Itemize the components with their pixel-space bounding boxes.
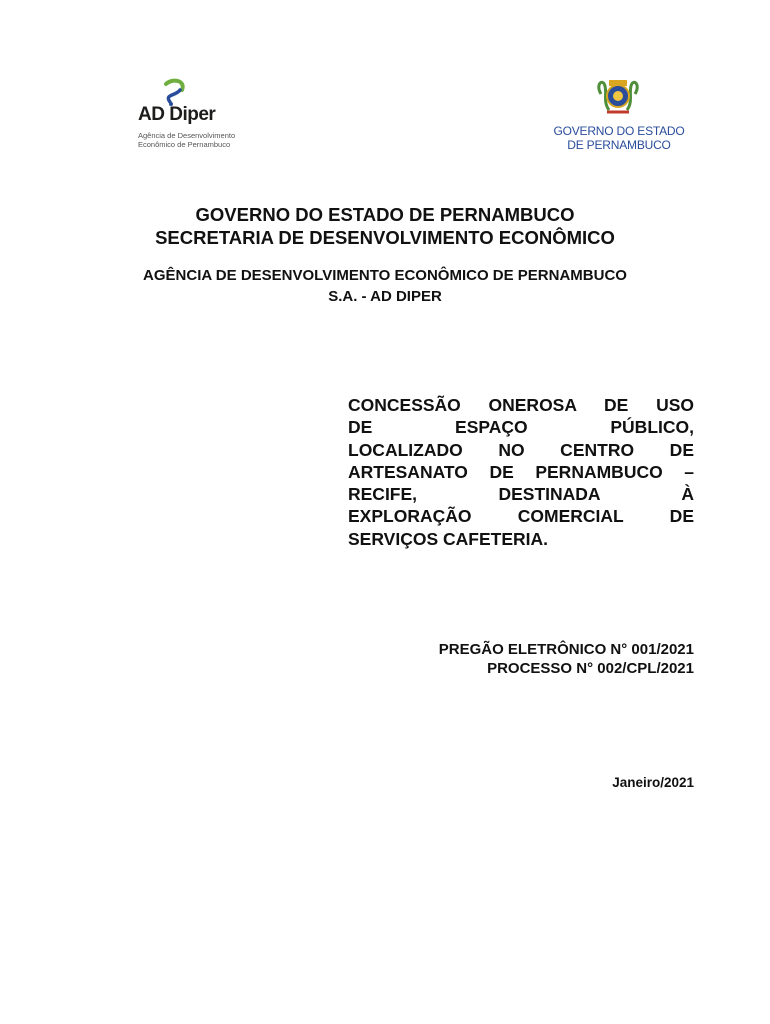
- subject-line: DE ESPAÇO PÚBLICO,: [348, 417, 694, 438]
- process-numbers: [439, 640, 694, 678]
- subject-line: ARTESANATO DE PERNAMBUCO –: [348, 461, 694, 482]
- subject-line: LOCALIZADO NO CENTRO DE: [348, 439, 694, 460]
- agency-heading: [0, 265, 770, 307]
- subject-line: CONCESSÃO ONEROSA DE USO: [348, 395, 694, 415]
- governo-logo-line-1: GOVERNO DO ESTADO: [553, 124, 685, 138]
- tagline-line-1: Agência de Desenvolvimento: [138, 131, 236, 140]
- pregao-number: PREGÃO ELETRÔNICO N° 001/2021: [438, 641, 694, 658]
- subject-line: EXPLORAÇÃO COMERCIAL DE: [348, 506, 694, 527]
- subject-line: SERVIÇOS CAFETERIA.: [348, 528, 548, 549]
- agency-heading-line-2: S.A. - AD DIPER: [328, 288, 442, 305]
- subject-line: RECIFE, DESTINADA À: [348, 484, 694, 505]
- government-heading: [0, 203, 770, 249]
- ad-diper-logo: [128, 76, 238, 156]
- pernambuco-coat-of-arms-icon: [595, 74, 641, 118]
- governo-logo-line-2: DE PERNAMBUCO: [567, 138, 671, 152]
- ad-diper-tagline: [138, 131, 235, 149]
- governo-logo-text: [545, 124, 693, 152]
- document-subject: [348, 394, 694, 550]
- government-heading-line-1: GOVERNO DO ESTADO DE PERNAMBUCO: [195, 204, 575, 225]
- processo-number: PROCESSO N° 002/CPL/2021: [487, 660, 694, 677]
- document-date: Janeiro/2021: [612, 775, 694, 790]
- governo-pernambuco-logo: [545, 74, 695, 158]
- agency-heading-line-1: AGÊNCIA DE DESENVOLVIMENTO ECONÔMICO DE PERNAMBUCO: [143, 267, 627, 284]
- government-heading-line-2: SECRETARIA DE DESENVOLVIMENTO ECONÔMICO: [155, 227, 615, 248]
- tagline-line-2: Econômico de Pernambuco: [138, 140, 231, 149]
- ad-diper-wordmark: AD Diper: [138, 104, 216, 125]
